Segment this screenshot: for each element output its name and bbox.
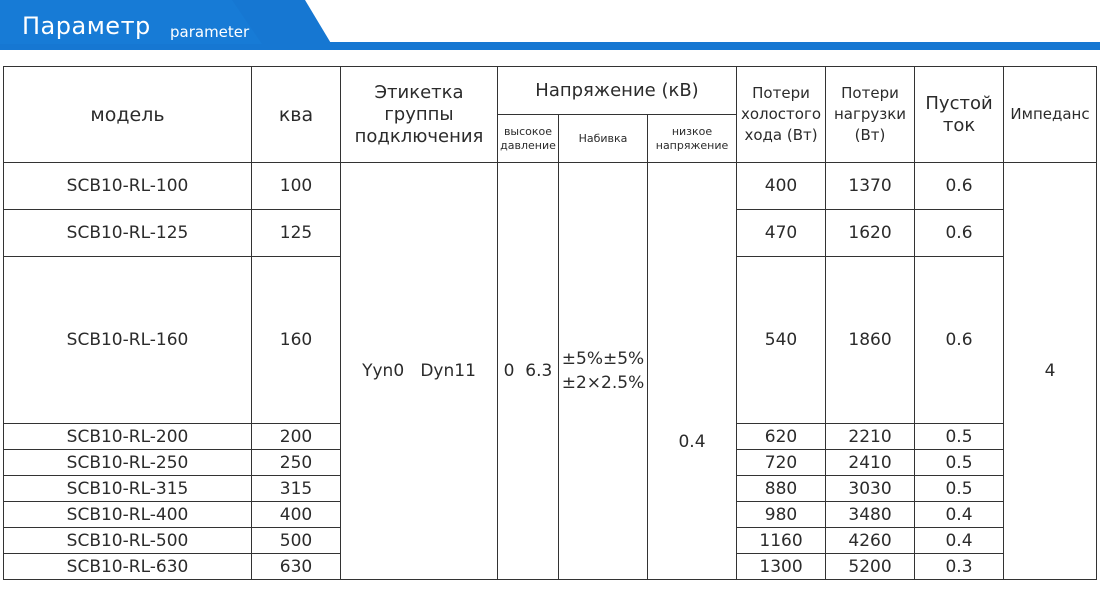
banner-subtitle: parameter	[170, 23, 250, 41]
cell-noload-current: 0.5	[915, 424, 1004, 450]
cell-model: SCB10-RL-500	[4, 528, 252, 554]
cell-noload-loss: 880	[737, 476, 826, 502]
cell-noload-current: 0.4	[915, 502, 1004, 528]
cell-noload-loss: 470	[737, 210, 826, 257]
cell-tapping	[559, 163, 648, 580]
header-connection-group: Этикетка группы подключения	[341, 67, 498, 163]
cell-kva: 630	[252, 554, 341, 580]
cell-kva: 160	[252, 257, 341, 424]
cell-noload-current: 0.4	[915, 528, 1004, 554]
cell-load-loss: 1370	[826, 163, 915, 210]
header-load-loss: Потери нагрузки (Вт)	[826, 67, 915, 163]
header-voltage: Напряжение (кВ)	[498, 67, 737, 115]
cell-low-voltage-upper	[648, 163, 737, 424]
cell-model: SCB10-RL-125	[4, 210, 252, 257]
cell-noload-current: 0.6	[915, 257, 1004, 424]
header-row-1	[4, 67, 1097, 115]
high-voltage-prefix: 0	[503, 361, 515, 381]
table-row	[4, 163, 1097, 210]
cell-kva: 400	[252, 502, 341, 528]
cell-noload-loss: 1160	[737, 528, 826, 554]
cell-kva: 200	[252, 424, 341, 450]
cell-kva: 315	[252, 476, 341, 502]
cell-load-loss: 2410	[826, 450, 915, 476]
header-impedance: Импеданс	[1004, 67, 1097, 163]
tapping-line-1: ±5%±5%	[561, 349, 645, 369]
cell-load-loss: 5200	[826, 554, 915, 580]
cell-kva: 100	[252, 163, 341, 210]
cell-noload-current: 0.5	[915, 450, 1004, 476]
cell-noload-loss: 540	[737, 257, 826, 424]
cell-noload-current: 0.3	[915, 554, 1004, 580]
header-model: модель	[4, 67, 252, 163]
cell-load-loss: 1860	[826, 257, 915, 424]
header-high-voltage: высокое давление	[498, 115, 559, 163]
cell-high-voltage	[498, 163, 559, 580]
cell-load-loss: 2210	[826, 424, 915, 450]
cell-noload-loss: 1300	[737, 554, 826, 580]
cell-load-loss: 4260	[826, 528, 915, 554]
cell-load-loss: 1620	[826, 210, 915, 257]
cell-load-loss: 3030	[826, 476, 915, 502]
cell-noload-loss: 400	[737, 163, 826, 210]
cell-noload-loss: 620	[737, 424, 826, 450]
cell-model: SCB10-RL-315	[4, 476, 252, 502]
banner-title: Параметр	[22, 12, 151, 40]
header-noload-current: Пустой ток	[915, 67, 1004, 163]
cell-kva: 500	[252, 528, 341, 554]
low-voltage-value: 0.4	[678, 431, 706, 452]
cell-noload-loss: 720	[737, 450, 826, 476]
cell-model: SCB10-RL-250	[4, 450, 252, 476]
cell-noload-current: 0.5	[915, 476, 1004, 502]
header-low-voltage: низкое напряжение	[648, 115, 737, 163]
high-voltage-value: 6.3	[525, 361, 553, 381]
cell-noload-current: 0.6	[915, 163, 1004, 210]
cell-impedance: 4	[1004, 163, 1097, 580]
tapping-line-2: ±2×2.5%	[561, 373, 645, 393]
header-tapping: Набивка	[559, 115, 648, 163]
cell-model: SCB10-RL-160	[4, 257, 252, 424]
parameter-table	[3, 66, 1097, 580]
header-noload-loss: Потери холостого хода (Вт)	[737, 67, 826, 163]
cell-model: SCB10-RL-400	[4, 502, 252, 528]
cell-noload-loss: 980	[737, 502, 826, 528]
cell-model: SCB10-RL-630	[4, 554, 252, 580]
banner-shape	[0, 0, 1100, 52]
cell-kva: 125	[252, 210, 341, 257]
cell-model: SCB10-RL-100	[4, 163, 252, 210]
section-banner	[0, 0, 1100, 52]
cell-connection-group: Yyn0 Dyn11	[341, 163, 498, 580]
cell-kva: 250	[252, 450, 341, 476]
header-kva: ква	[252, 67, 341, 163]
cell-load-loss: 3480	[826, 502, 915, 528]
cell-noload-current: 0.6	[915, 210, 1004, 257]
cell-low-voltage	[648, 424, 737, 580]
cell-model: SCB10-RL-200	[4, 424, 252, 450]
